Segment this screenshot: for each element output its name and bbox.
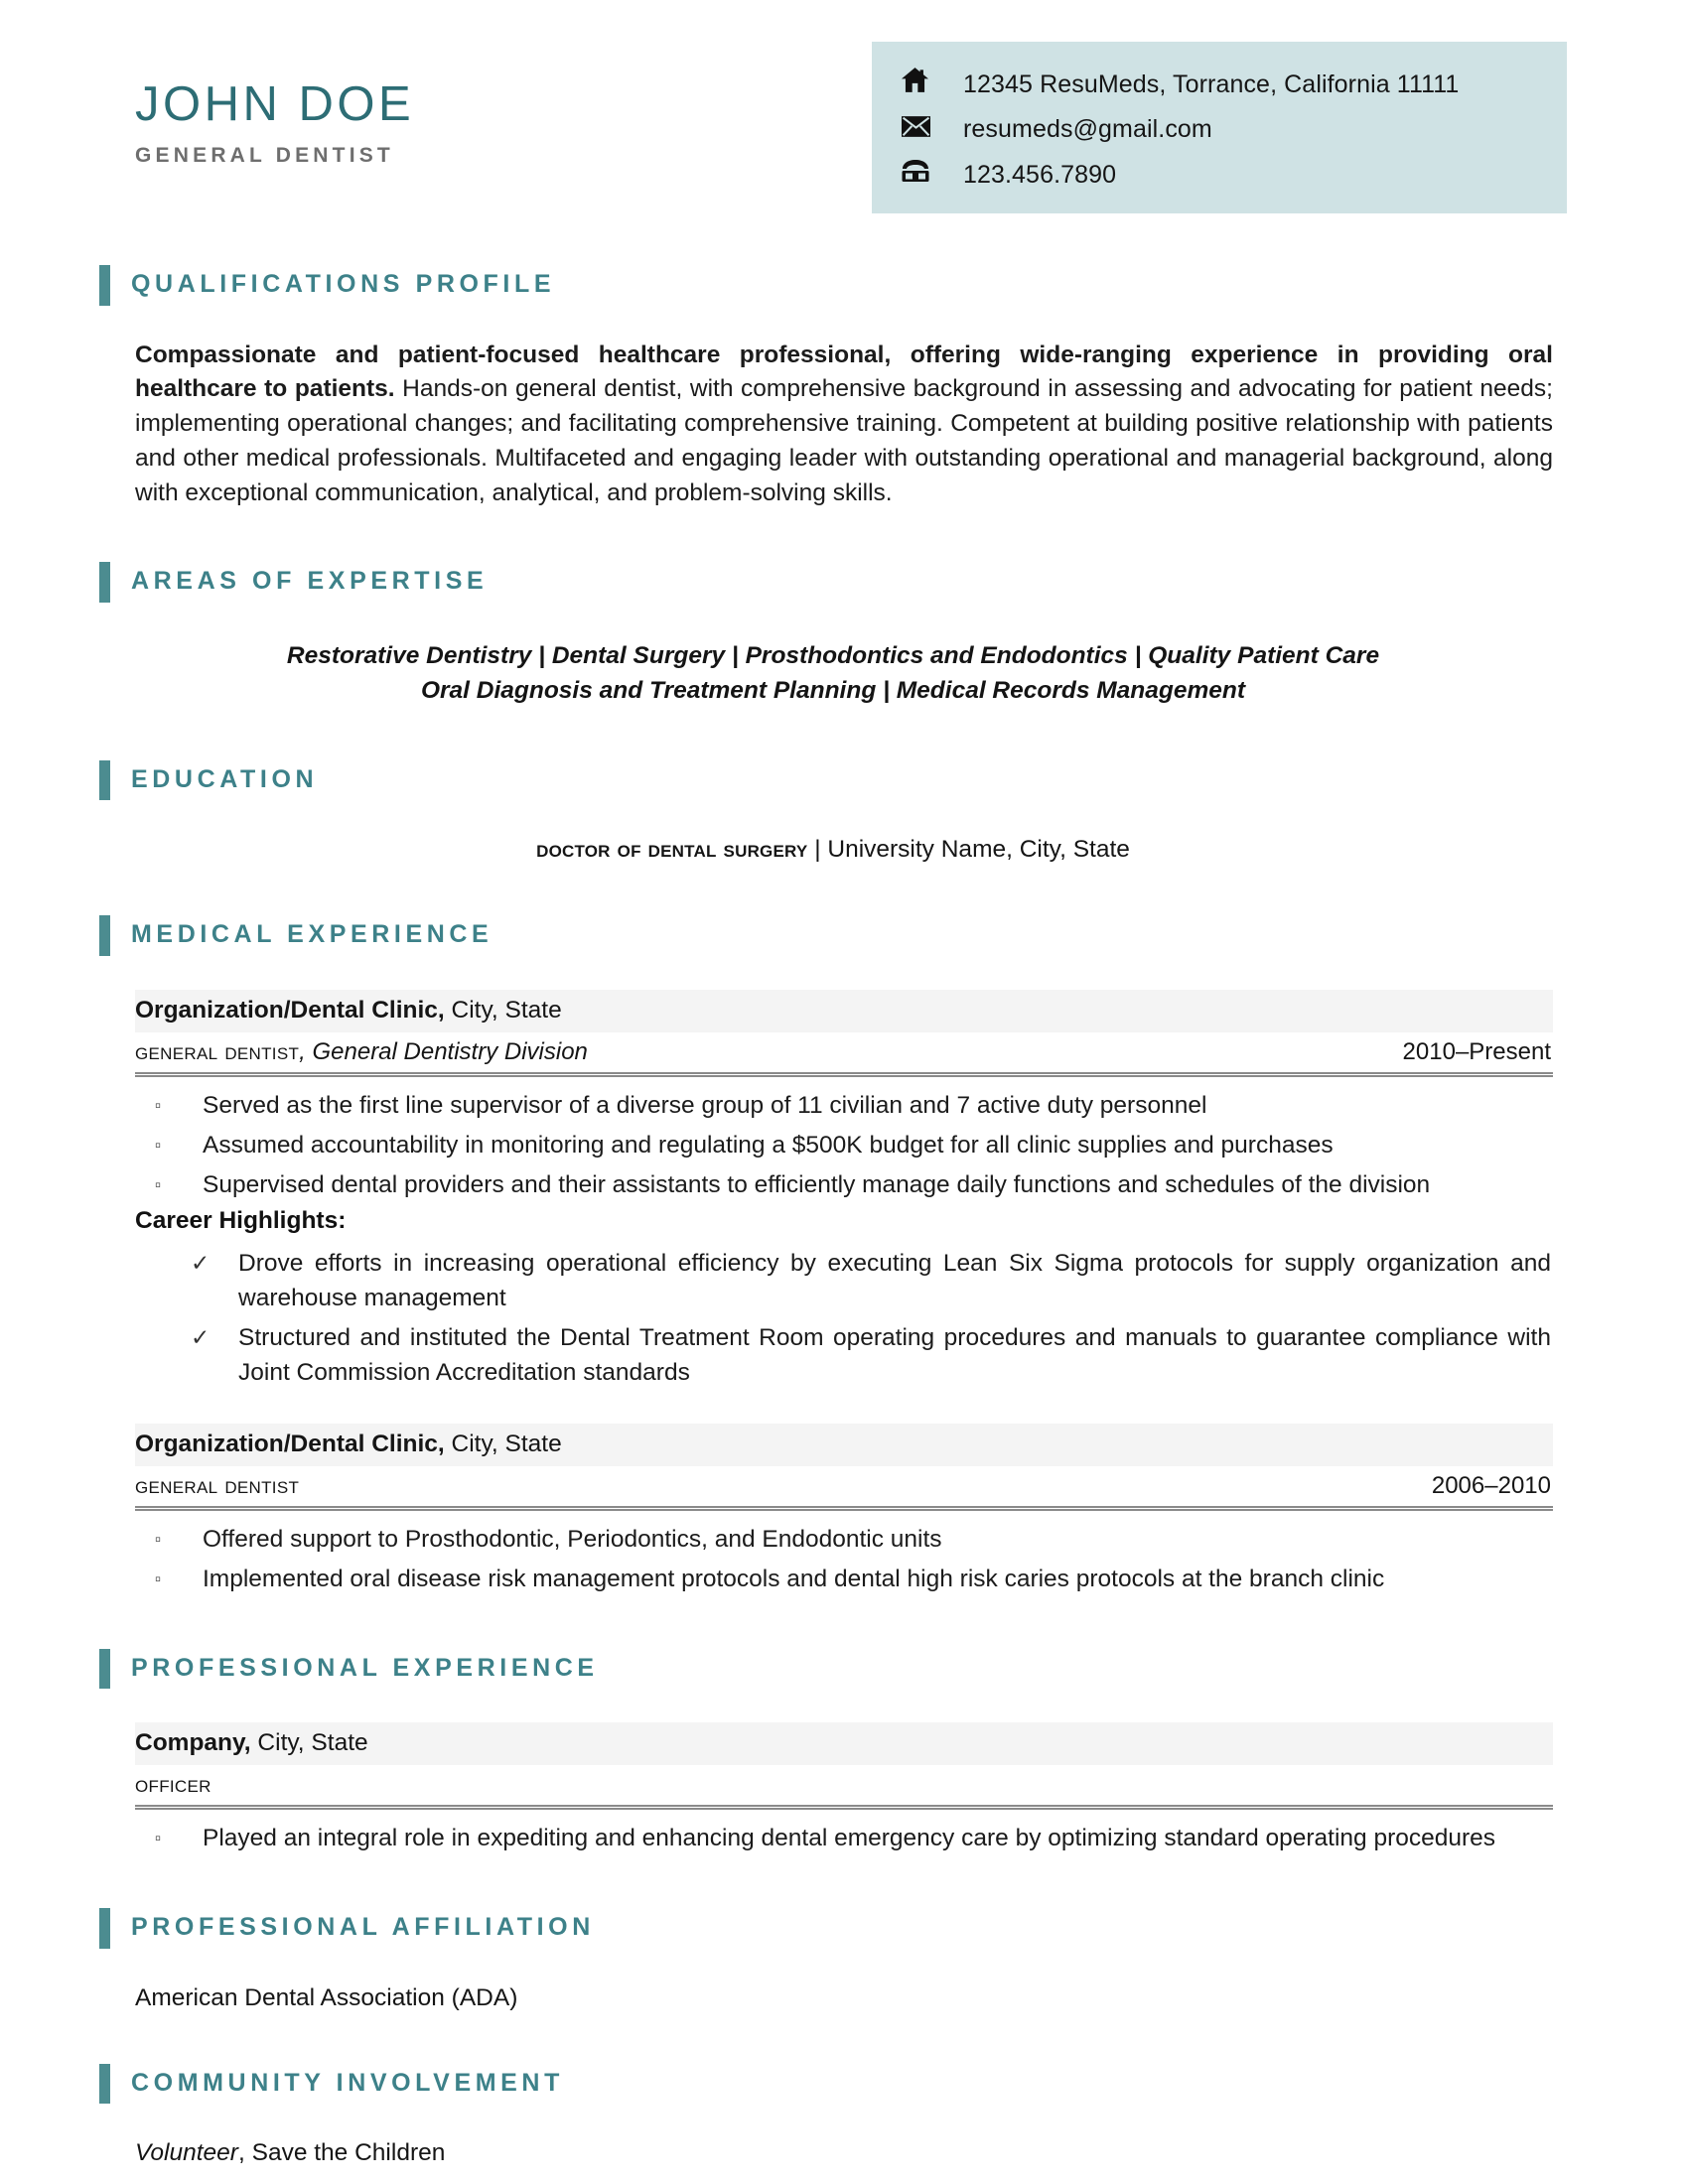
affiliation-text: American Dental Association (ADA): [135, 1983, 518, 2011]
education-degree: doctor of dental surgery: [536, 836, 808, 864]
bullet-item: [135, 1822, 1553, 1856]
section-accent-bar: [99, 1649, 110, 1690]
role-title: general dentist: [135, 1472, 300, 1500]
contact-row-email: [902, 115, 1527, 144]
entry-role: [135, 1038, 588, 1066]
entry-bullets: [135, 1523, 1553, 1597]
section-title: COMMUNITY INVOLVEMENT: [131, 2068, 564, 2097]
entry-role-row: [135, 1765, 1553, 1810]
bullet-item: [135, 1129, 1553, 1163]
community-role: Volunteer: [135, 2139, 238, 2167]
section-header: [99, 1649, 1567, 1690]
section-header: [99, 265, 1567, 306]
areas-list: [99, 638, 1567, 709]
bullet-text: Served as the first line supervisor of a diverse group of 11 civilian and 7 active duty personnel: [203, 1091, 1207, 1119]
education-separator: |: [807, 836, 828, 864]
bullet-item: [135, 1523, 1553, 1558]
section-header: [99, 2064, 1567, 2105]
highlight-item: [135, 1321, 1553, 1391]
highlight-item: [135, 1247, 1553, 1316]
check-bullet-icon: ✓: [191, 1250, 211, 1277]
experience-entry: [99, 1722, 1567, 1856]
check-bullet-icon: ✓: [191, 1323, 211, 1350]
community-rest: , Save the Children: [237, 2139, 446, 2167]
section-header: [99, 562, 1567, 603]
square-bullet-icon: ▫: [155, 1135, 162, 1155]
role-division: , General Dentistry Division: [299, 1037, 588, 1065]
section-accent-bar: [99, 2064, 110, 2105]
entry-bullets: [135, 1089, 1553, 1202]
contact-phone: 123.456.7890: [963, 161, 1117, 189]
section-areas-of-expertise: [0, 562, 1688, 709]
envelope-icon: [902, 115, 963, 142]
organization-name: Company,: [135, 1729, 251, 1757]
entry-bullets: [135, 1822, 1553, 1856]
qualifications-rest: Hands-on general dentist, with comprehensive background in assessing and advocating for patient needs; implementing operational changes; and facilitating comprehensive training. Competent at building positive relationship with patients and other medical professionals. Multifaceted and engaging leader with outstanding operational and managerial background, along with exceptional communication, analytical, and problem-solving skills.: [135, 375, 1553, 506]
organization-name: Organization/Dental Clinic,: [135, 1431, 445, 1458]
highlight-text: Drove efforts in increasing operational efficiency by executing Lean Six Sigma protocols for supply organization and warehouse management: [238, 1250, 1551, 1312]
section-header: [99, 1908, 1567, 1949]
qualifications-lead: Compassionate and patient-focused healthcare professional, offering wide-ranging experience in providing oral healthcare to patients.: [135, 341, 1553, 403]
areas-line-2: Oral Diagnosis and Treatment Planning | Medical Records Management: [420, 677, 1246, 705]
community-entry: [99, 2139, 1567, 2167]
bullet-text: Played an integral role in expediting and enhancing dental emergency care by optimizing standard operating procedures: [203, 1825, 1496, 1852]
section-title: EDUCATION: [131, 764, 319, 793]
bullet-text: Implemented oral disease risk management protocols and dental high risk caries protocols at the branch clinic: [203, 1566, 1385, 1593]
identity-block: [135, 42, 414, 168]
experience-entry: [99, 990, 1567, 1390]
contact-row-phone: [902, 160, 1527, 190]
resume-header: [0, 0, 1688, 213]
entry-dates: 2010–Present: [1402, 1037, 1551, 1065]
section-accent-bar: [99, 562, 110, 603]
square-bullet-icon: ▫: [155, 1174, 162, 1194]
entry-organization: [135, 1722, 1553, 1765]
candidate-job-title: GENERAL DENTIST: [135, 144, 394, 168]
section-title: PROFESSIONAL EXPERIENCE: [131, 1653, 599, 1682]
section-accent-bar: [99, 265, 110, 306]
entry-role: [135, 1472, 299, 1500]
bullet-text: Supervised dental providers and their assistants to efficiently manage daily functions and schedules of the division: [203, 1170, 1431, 1198]
organization-name: Organization/Dental Clinic,: [135, 996, 445, 1024]
contact-address: 12345 ResuMeds, Torrance, California 11111: [963, 70, 1460, 98]
organization-location: City, State: [250, 1729, 368, 1757]
section-professional-affiliation: [0, 1908, 1688, 2012]
section-title: AREAS OF EXPERTISE: [131, 567, 489, 596]
section-title: PROFESSIONAL AFFILIATION: [131, 1913, 595, 1942]
bullet-item: [135, 1089, 1553, 1124]
section-accent-bar: [99, 1908, 110, 1949]
education-entry: [99, 836, 1567, 864]
section-title: QUALIFICATIONS PROFILE: [131, 270, 556, 298]
square-bullet-icon: ▫: [155, 1829, 162, 1848]
qualifications-paragraph: [99, 339, 1567, 511]
section-title: MEDICAL EXPERIENCE: [131, 920, 493, 949]
career-highlights-label: Career Highlights:: [135, 1207, 347, 1235]
section-professional-experience: [0, 1649, 1688, 1856]
organization-location: City, State: [444, 1431, 562, 1458]
highlight-text: Structured and instituted the Dental Treatment Room operating procedures and manuals to guarantee compliance with Joint Commission Accreditation standards: [238, 1323, 1551, 1386]
role-title: general dentist: [135, 1037, 300, 1065]
contact-email: resumeds@gmail.com: [963, 115, 1212, 143]
areas-line-1: Restorative Dentistry | Dental Surgery | Prosthodontics and Endodontics | Quality Patient Care: [286, 641, 1380, 669]
square-bullet-icon: ▫: [155, 1570, 162, 1589]
bullet-text: Offered support to Prosthodontic, Periodontics, and Endodontic units: [203, 1526, 942, 1554]
entry-role-row: [135, 1466, 1553, 1511]
contact-card: [872, 42, 1567, 213]
career-highlights-bullets: [135, 1247, 1553, 1390]
home-icon: [902, 68, 963, 97]
section-qualifications-profile: [0, 265, 1688, 510]
bullet-item: [135, 1168, 1553, 1203]
candidate-name: JOHN DOE: [135, 77, 415, 131]
section-medical-experience: [0, 915, 1688, 1597]
section-accent-bar: [99, 760, 110, 801]
entry-role: [135, 1771, 211, 1799]
entry-dates: 2006–2010: [1431, 1472, 1551, 1500]
experience-entry: [99, 1424, 1567, 1597]
section-header: [99, 915, 1567, 956]
contact-row-address: [902, 68, 1527, 99]
organization-location: City, State: [444, 996, 562, 1024]
section-accent-bar: [99, 915, 110, 956]
section-community-involvement: [0, 2064, 1688, 2168]
entry-organization: [135, 990, 1553, 1032]
square-bullet-icon: ▫: [155, 1530, 162, 1550]
bullet-text: Assumed accountability in monitoring and regulating a $500K budget for all clinic supplies and purchases: [203, 1131, 1334, 1159]
telephone-icon: [902, 160, 963, 188]
education-school: University Name, City, State: [827, 836, 1130, 864]
entry-role-row: [135, 1032, 1553, 1077]
section-education: [0, 760, 1688, 865]
entry-organization: [135, 1424, 1553, 1466]
square-bullet-icon: ▫: [155, 1095, 162, 1115]
section-header: [99, 760, 1567, 801]
bullet-item: [135, 1563, 1553, 1597]
role-title: officer: [135, 1771, 211, 1799]
